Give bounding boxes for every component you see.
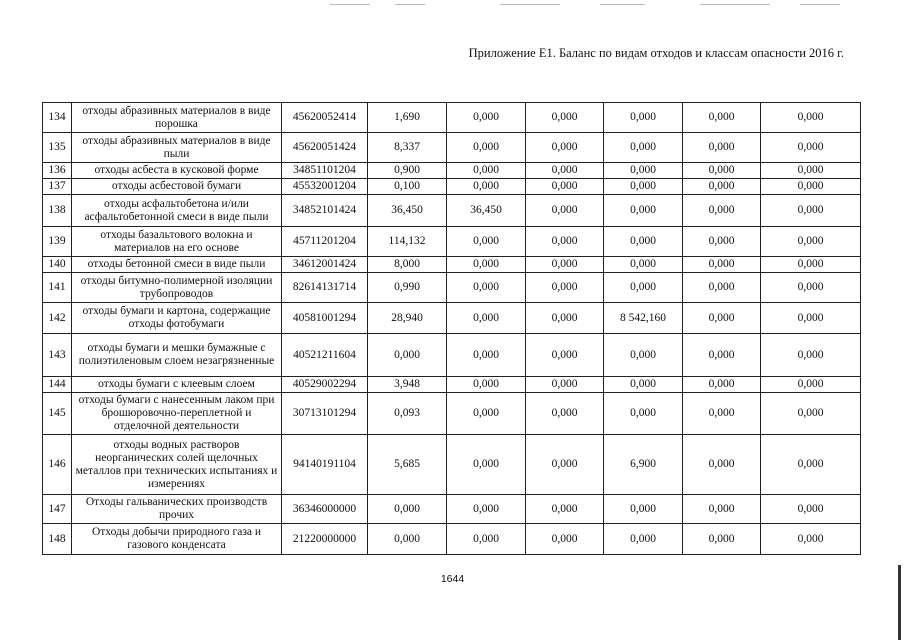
- value-4-cell: 0,000: [604, 163, 683, 179]
- fkko-code-cell: 40581001294: [282, 303, 368, 334]
- value-4-cell: 8 542,160: [604, 303, 683, 334]
- waste-name-cell: отходы абразивных материалов в виде порошка: [72, 103, 282, 133]
- value-1-cell: 0,000: [368, 524, 447, 555]
- row-number-cell: 146: [43, 435, 72, 495]
- value-6-cell: 0,000: [761, 303, 861, 334]
- row-number-cell: 144: [43, 377, 72, 393]
- value-1-cell: 0,000: [368, 334, 447, 377]
- value-4-cell: 6,900: [604, 435, 683, 495]
- row-number-cell: 147: [43, 495, 72, 524]
- table-row: [43, 195, 861, 227]
- value-2-cell: 0,000: [447, 163, 526, 179]
- waste-name-cell: отходы бетонной смеси в виде пыли: [72, 257, 282, 273]
- value-1-cell: 0,100: [368, 179, 447, 195]
- waste-name-cell: отходы асфальтобетона и/или асфальтобетонной смеси в виде пыли: [72, 195, 282, 227]
- value-6-cell: 0,000: [761, 179, 861, 195]
- value-6-cell: 0,000: [761, 163, 861, 179]
- value-5-cell: 0,000: [683, 195, 761, 227]
- page-title: Приложение Е1. Баланс по видам отходов и классам опасности 2016 г.: [468, 46, 844, 60]
- value-6-cell: 0,000: [761, 227, 861, 257]
- table-row: [43, 227, 861, 257]
- value-6-cell: 0,000: [761, 435, 861, 495]
- table-body: [43, 103, 861, 555]
- value-2-cell: 0,000: [447, 179, 526, 195]
- fkko-code-cell: 45532001204: [282, 179, 368, 195]
- value-2-cell: 0,000: [447, 524, 526, 555]
- value-3-cell: 0,000: [526, 133, 604, 163]
- value-4-cell: 0,000: [604, 103, 683, 133]
- value-2-cell: 0,000: [447, 334, 526, 377]
- table-row: [43, 303, 861, 334]
- value-3-cell: 0,000: [526, 303, 604, 334]
- value-2-cell: 0,000: [447, 303, 526, 334]
- value-4-cell: 0,000: [604, 377, 683, 393]
- value-1-cell: 114,132: [368, 227, 447, 257]
- fkko-code-cell: 45711201204: [282, 227, 368, 257]
- value-3-cell: 0,000: [526, 524, 604, 555]
- waste-name-cell: отходы бумаги с клеевым слоем: [72, 377, 282, 393]
- fkko-code-cell: 82614131714: [282, 273, 368, 303]
- value-3-cell: 0,000: [526, 334, 604, 377]
- table-row: [43, 393, 861, 435]
- fkko-code-cell: 45620051424: [282, 133, 368, 163]
- value-6-cell: 0,000: [761, 524, 861, 555]
- table-row: [43, 435, 861, 495]
- value-5-cell: 0,000: [683, 179, 761, 195]
- value-4-cell: 0,000: [604, 133, 683, 163]
- value-5-cell: 0,000: [683, 227, 761, 257]
- table-row: [43, 273, 861, 303]
- value-2-cell: 0,000: [447, 495, 526, 524]
- value-2-cell: 0,000: [447, 273, 526, 303]
- scan-edge-mark: [898, 565, 901, 640]
- fkko-code-cell: 94140191104: [282, 435, 368, 495]
- value-1-cell: 0,990: [368, 273, 447, 303]
- value-1-cell: 0,093: [368, 393, 447, 435]
- value-2-cell: 0,000: [447, 133, 526, 163]
- value-1-cell: 0,000: [368, 495, 447, 524]
- value-1-cell: 36,450: [368, 195, 447, 227]
- page-number: 1644: [440, 573, 465, 585]
- value-3-cell: 0,000: [526, 377, 604, 393]
- value-5-cell: 0,000: [683, 524, 761, 555]
- fkko-code-cell: 30713101294: [282, 393, 368, 435]
- row-number-cell: 143: [43, 334, 72, 377]
- value-1-cell: 1,690: [368, 103, 447, 133]
- row-number-cell: 137: [43, 179, 72, 195]
- value-6-cell: 0,000: [761, 393, 861, 435]
- table-row: [43, 257, 861, 273]
- value-2-cell: 0,000: [447, 103, 526, 133]
- value-1-cell: 8,000: [368, 257, 447, 273]
- value-5-cell: 0,000: [683, 257, 761, 273]
- row-number-cell: 142: [43, 303, 72, 334]
- value-6-cell: 0,000: [761, 334, 861, 377]
- waste-name-cell: Отходы гальванических производств прочих: [72, 495, 282, 524]
- waste-name-cell: отходы бумаги и мешки бумажные с полиэтиленовым слоем незагрязненные: [72, 334, 282, 377]
- value-6-cell: 0,000: [761, 257, 861, 273]
- fkko-code-cell: 45620052414: [282, 103, 368, 133]
- row-number-cell: 135: [43, 133, 72, 163]
- value-3-cell: 0,000: [526, 227, 604, 257]
- value-5-cell: 0,000: [683, 435, 761, 495]
- waste-name-cell: Отходы добычи природного газа и газового конденсата: [72, 524, 282, 555]
- value-3-cell: 0,000: [526, 495, 604, 524]
- table-row: [43, 163, 861, 179]
- scan-noise-strip: [0, 0, 905, 8]
- value-5-cell: 0,000: [683, 273, 761, 303]
- waste-name-cell: отходы битумно-полимерной изоляции трубопроводов: [72, 273, 282, 303]
- waste-name-cell: отходы базальтового волокна и материалов на его основе: [72, 227, 282, 257]
- fkko-code-cell: 21220000000: [282, 524, 368, 555]
- value-6-cell: 0,000: [761, 195, 861, 227]
- waste-name-cell: отходы асбеста в кусковой форме: [72, 163, 282, 179]
- value-5-cell: 0,000: [683, 334, 761, 377]
- waste-name-cell: отходы бумаги и картона, содержащие отходы фотобумаги: [72, 303, 282, 334]
- value-1-cell: 5,685: [368, 435, 447, 495]
- value-6-cell: 0,000: [761, 377, 861, 393]
- value-4-cell: 0,000: [604, 273, 683, 303]
- value-3-cell: 0,000: [526, 393, 604, 435]
- value-2-cell: 0,000: [447, 393, 526, 435]
- waste-name-cell: отходы абразивных материалов в виде пыли: [72, 133, 282, 163]
- value-4-cell: 0,000: [604, 227, 683, 257]
- fkko-code-cell: 34851101204: [282, 163, 368, 179]
- value-2-cell: 0,000: [447, 257, 526, 273]
- value-6-cell: 0,000: [761, 103, 861, 133]
- waste-name-cell: отходы бумаги с нанесенным лаком при брошюровочно-переплетной и отделочной деятельности: [72, 393, 282, 435]
- value-4-cell: 0,000: [604, 179, 683, 195]
- table-row: [43, 179, 861, 195]
- waste-name-cell: отходы асбестовой бумаги: [72, 179, 282, 195]
- value-5-cell: 0,000: [683, 133, 761, 163]
- table-row: [43, 377, 861, 393]
- value-6-cell: 0,000: [761, 133, 861, 163]
- value-2-cell: 36,450: [447, 195, 526, 227]
- value-1-cell: 8,337: [368, 133, 447, 163]
- fkko-code-cell: 36346000000: [282, 495, 368, 524]
- fkko-code-cell: 34612001424: [282, 257, 368, 273]
- value-5-cell: 0,000: [683, 495, 761, 524]
- value-5-cell: 0,000: [683, 393, 761, 435]
- value-5-cell: 0,000: [683, 377, 761, 393]
- value-2-cell: 0,000: [447, 377, 526, 393]
- row-number-cell: 140: [43, 257, 72, 273]
- value-3-cell: 0,000: [526, 257, 604, 273]
- row-number-cell: 138: [43, 195, 72, 227]
- value-3-cell: 0,000: [526, 163, 604, 179]
- table-row: [43, 103, 861, 133]
- value-2-cell: 0,000: [447, 227, 526, 257]
- value-2-cell: 0,000: [447, 435, 526, 495]
- value-5-cell: 0,000: [683, 303, 761, 334]
- value-5-cell: 0,000: [683, 103, 761, 133]
- value-3-cell: 0,000: [526, 179, 604, 195]
- value-4-cell: 0,000: [604, 495, 683, 524]
- value-4-cell: 0,000: [604, 524, 683, 555]
- value-3-cell: 0,000: [526, 435, 604, 495]
- value-1-cell: 28,940: [368, 303, 447, 334]
- waste-name-cell: отходы водных растворов неорганических солей щелочных металлов при технических испытаниях и измерениях: [72, 435, 282, 495]
- table-row: [43, 524, 861, 555]
- value-6-cell: 0,000: [761, 495, 861, 524]
- row-number-cell: 136: [43, 163, 72, 179]
- row-number-cell: 139: [43, 227, 72, 257]
- row-number-cell: 145: [43, 393, 72, 435]
- table-row: [43, 133, 861, 163]
- value-4-cell: 0,000: [604, 334, 683, 377]
- row-number-cell: 148: [43, 524, 72, 555]
- waste-balance-table: [42, 102, 861, 555]
- fkko-code-cell: 40529002294: [282, 377, 368, 393]
- value-4-cell: 0,000: [604, 257, 683, 273]
- table-row: [43, 495, 861, 524]
- table-row: [43, 334, 861, 377]
- value-3-cell: 0,000: [526, 103, 604, 133]
- value-4-cell: 0,000: [604, 393, 683, 435]
- row-number-cell: 134: [43, 103, 72, 133]
- fkko-code-cell: 34852101424: [282, 195, 368, 227]
- value-1-cell: 3,948: [368, 377, 447, 393]
- value-3-cell: 0,000: [526, 273, 604, 303]
- row-number-cell: 141: [43, 273, 72, 303]
- value-5-cell: 0,000: [683, 163, 761, 179]
- value-6-cell: 0,000: [761, 273, 861, 303]
- value-1-cell: 0,900: [368, 163, 447, 179]
- fkko-code-cell: 40521211604: [282, 334, 368, 377]
- value-3-cell: 0,000: [526, 195, 604, 227]
- value-4-cell: 0,000: [604, 195, 683, 227]
